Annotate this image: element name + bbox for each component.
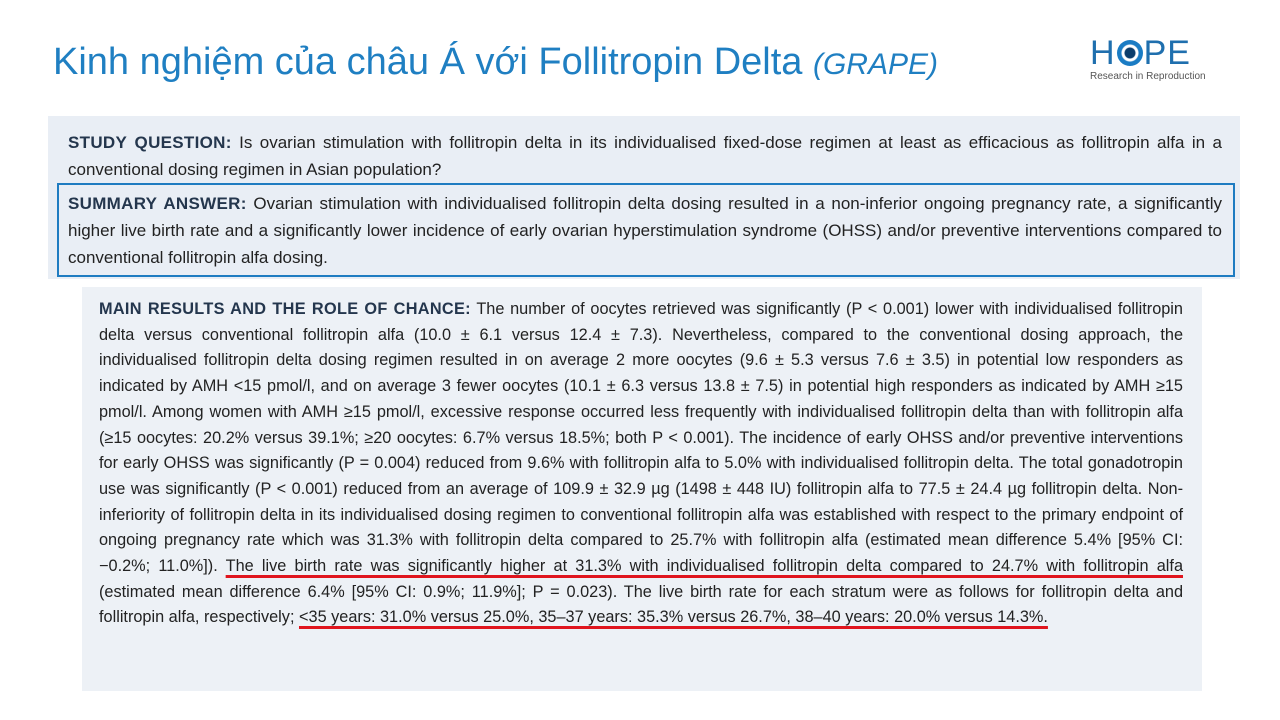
slide-title	[53, 36, 938, 91]
main-results	[99, 297, 1183, 631]
study-question-label: STUDY QUESTION:	[68, 133, 232, 152]
logo-letters-pe: PE	[1143, 34, 1191, 72]
age-strata-highlight: <35 years: 31.0% versus 25.0%, 35–37 years: 35.3% versus 26.7%, 38–40 years: 20.0% versus 14.3%.	[299, 608, 1048, 627]
summary-answer-label: SUMMARY ANSWER:	[68, 194, 247, 213]
study-question-text: Is ovarian stimulation with follitropin delta in its individualised fixed-dose regimen at least as efficacious as follitropin alfa in a conventional dosing regimen in Asian population?	[68, 133, 1222, 179]
logo-wordmark	[1090, 36, 1210, 70]
main-results-label: MAIN RESULTS AND THE ROLE OF CHANCE:	[99, 300, 471, 318]
eye-icon	[1117, 40, 1143, 66]
title-italic: (GRAPE)	[812, 48, 938, 81]
hope-logo	[1090, 36, 1210, 86]
summary-answer	[68, 190, 1222, 271]
title-main: Kinh nghiệm của châu Á với Follitropin Delta	[53, 41, 813, 83]
study-question	[68, 129, 1222, 183]
summary-answer-text: Ovarian stimulation with individualised follitropin delta dosing resulted in a non-inferior ongoing pregnancy rate, a significantly higher live birth rate and a significantly lower incidence of early ovarian hyperstimulation syndrome (OHSS) and/or preventive interventions compared to conventional follitropin alfa dosing.	[68, 194, 1223, 267]
live-birth-rate-highlight: The live birth rate was significantly higher at 31.3% with individualised follitropin delta compared to 24.7% with follitropin alfa	[225, 557, 1183, 576]
main-results-text-b: (estimated mean difference 6.4% [95% CI: 0.9%; 11.9%]; P = 0.023). The live birth rate for each stratum were as follows for follitropin delta and follitropin alfa, respectively;	[99, 582, 1183, 627]
logo-letter-h: H	[1090, 34, 1116, 72]
logo-tagline: Research in Reproduction	[1090, 71, 1206, 82]
main-results-text-a: The number of oocytes retrieved was significantly (P < 0.001) lower with individualised follitropin delta versus conventional follitropin alfa (10.0 ± 6.1 versus 12.4 ± 7.3). Nevertheless, compared to the conventional dosing approach, the individualised follitropin delta dosing regimen resulted in on average 2 more oocytes (9.6 ± 5.3 versus 7.6 ± 3.5) in potential low responders as indicated by AMH <15 pmol/l, and on average 3 fewer oocytes (10.1 ± 6.3 versus 13.8 ± 7.5) in potential high responders as indicated by AMH ≥15 pmol/l. Among women with AMH ≥15 pmol/l, excessive response occurred less frequently with individualised follitropin delta than with follitropin alfa (≥15 oocytes: 20.2% versus 39.1%; ≥20 oocytes: 6.7% versus 18.5%; both P < 0.001). The incidence of early OHSS and/or preventive interventions for early OHSS was significantly (P = 0.004) reduced from 9.6% with follitropin alfa to 5.0% with individualised follitropin delta. The total gonadotropin use was significantly (P < 0.001) reduced from an average of 109.9 ± 32.9 µg (1498 ± 448 IU) follitropin alfa to 77.5 ± 24.4 µg follitropin delta. Non-inferiority of follitropin delta in its individualised dosing regimen to conventional follitropin alfa was established with respect to the primary endpoint of ongoing pregnancy rate which was 31.3% with follitropin delta compared to 25.7% with follitropin alfa (estimated mean difference 5.4% [95% CI: −0.2%; 11.0%]).	[99, 300, 1183, 576]
